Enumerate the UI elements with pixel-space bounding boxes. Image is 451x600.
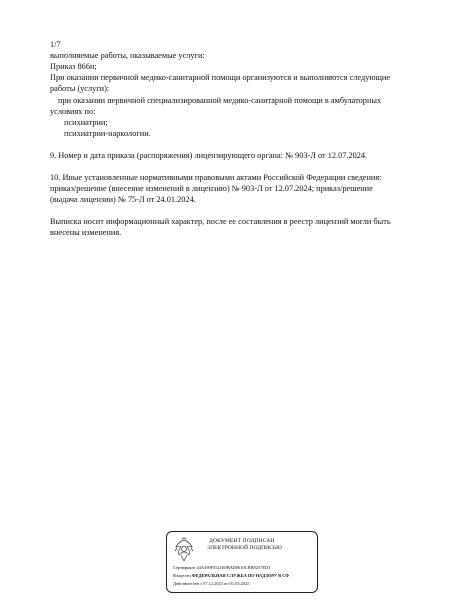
text-line: при оказании первичной специализированной медико-санитарной помощи в амбулаторных — [58, 96, 382, 105]
note-line: внесены изменения. — [50, 228, 122, 237]
text-line: При оказании первичной медико-санитарной помощи организуются и выполняются следующие — [50, 73, 391, 82]
item-10-line: 10. Иные установленные нормативными правовыми актами Российской Федерации сведения: — [50, 173, 382, 182]
text-line: психиатрии; — [64, 118, 108, 127]
stamp-owner-name: ФЕДЕРАЛЬНАЯ СЛУЖБА ПО НАДЗОРУ В СФ — [191, 573, 290, 578]
note-line: Выписка носит информационный характер, после ее составления в реестр лицензий могли быть — [50, 217, 391, 226]
stamp-certificate: Сертификат 44A369F5521E0BAD8610CBB8257ED3 — [173, 565, 271, 570]
text-line: работы (услуги): — [50, 84, 110, 93]
item-10-line: (выдача лицензии) № 75-Л от 24.01.2024. — [50, 195, 196, 204]
coat-of-arms-icon — [173, 537, 195, 563]
text-line: Приказ 866н; — [50, 62, 97, 71]
stamp-owner-label: Владелец — [173, 573, 191, 578]
page-number: 1/7 — [50, 40, 61, 49]
item-9: 9. Номер и дата приказа (распоряжения) лицензирующего органа: № 903-Л от 12.07.2024. — [50, 151, 368, 160]
stamp-owner — [173, 573, 289, 578]
stamp-title: ДОКУМЕНТ ПОДПИСАН — [209, 538, 275, 544]
text-line: выполняемые работы, оказываемые услуги: — [50, 51, 205, 60]
text-line: условиях по: — [50, 107, 96, 116]
stamp-validity: Действителен с 07.12.2023 по 01.03.2025 — [173, 581, 250, 586]
stamp-subtitle: ЭЛЕКТРОННОЙ ПОДПИСЬЮ — [207, 545, 282, 551]
item-10-line: приказ/решение (внесение изменений в лицензию) № 903-Л от 12.07.2024; приказ/решение — [50, 184, 373, 193]
signature-stamp — [166, 531, 318, 593]
text-line: психиатрии-наркологии. — [64, 129, 151, 138]
